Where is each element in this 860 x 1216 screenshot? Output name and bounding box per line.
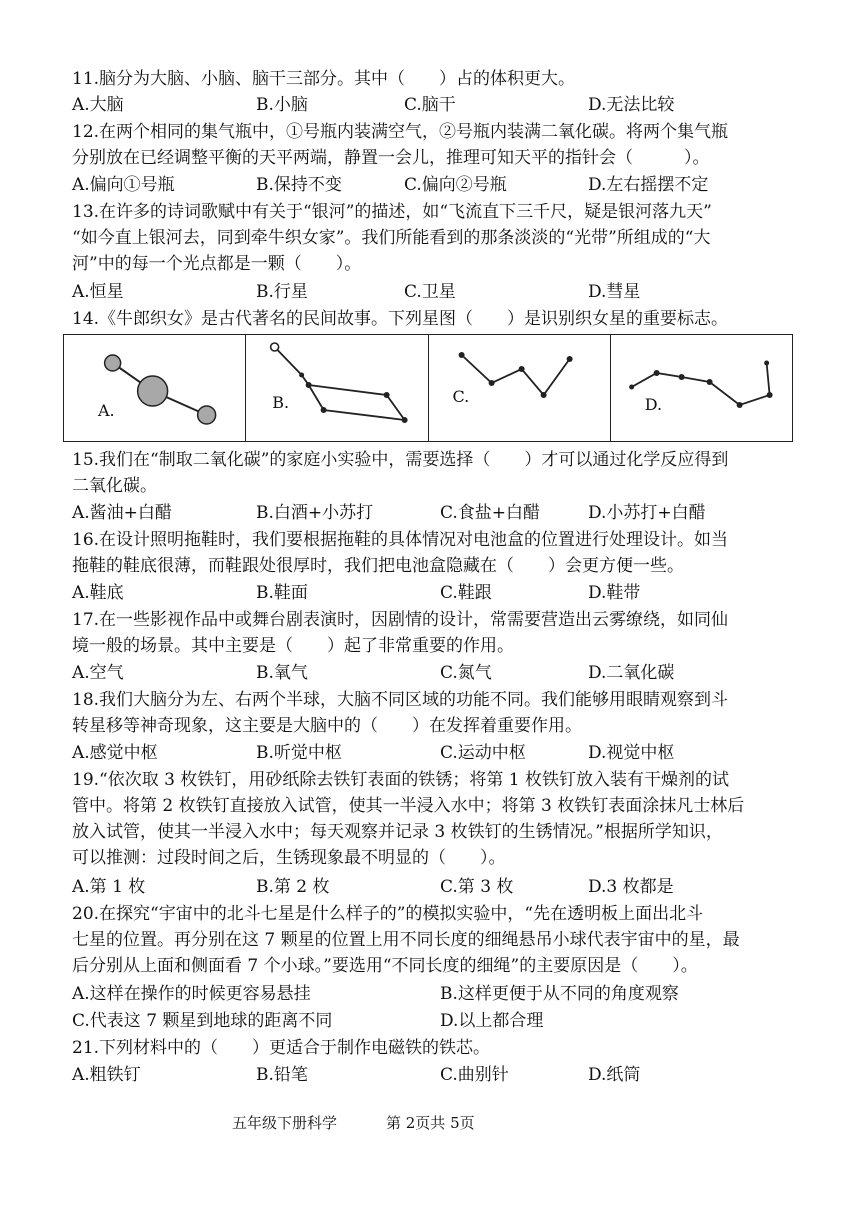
star (198, 406, 216, 424)
option-b[interactable]: B.铅笔 (256, 1065, 308, 1085)
question-13: 13.在许多的诗词歌赋中有关于“银河”的描述，如“飞流直下三千尺，疑是银河落九天” “如今直上银河去，同到牵牛织女家”。我们所能看到的那条淡淡的“光带”所组成的“大 河”中的每一个光点都是一颗（ ）。 (72, 202, 712, 274)
option-a[interactable]: A.酱油+白醋 (72, 503, 172, 523)
question-16: 16.在设计照明拖鞋时，我们要根据拖鞋的具体情况对电池盒的位置进行处理设计。如当 拖鞋的鞋底很薄，而鞋跟处很厚时，我们把电池盒隐藏在（ ）会更方便一些。 (72, 530, 729, 576)
option-c[interactable]: C.脑干 (404, 95, 456, 115)
option-c[interactable]: C.曲别针 (440, 1065, 509, 1085)
option-c[interactable]: C.代表这 7 颗星到地球的距离不同 (72, 1011, 333, 1031)
option-d[interactable]: D.小苏打+白醋 (588, 503, 706, 523)
question-12: 12.在两个相同的集气瓶中，①号瓶内装满空气，②号瓶内装满二氧化碳。将两个集气瓶 分别放在已经调整平衡的天平两端，静置一会儿，推理可知天平的指针会（ ）。 (72, 122, 729, 168)
question-12-options (72, 172, 802, 198)
question-20-options-row1 (72, 981, 802, 1007)
option-d[interactable]: D.纸筒 (588, 1065, 641, 1085)
option-d[interactable]: D.彗星 (588, 282, 641, 302)
star-map-a-drawing (64, 335, 245, 441)
option-c[interactable]: C.卫星 (404, 282, 456, 302)
question-11-options (72, 92, 802, 118)
option-d[interactable]: D.3 枚都是 (588, 877, 674, 897)
question-14: 14.《牛郎织女》是古代著名的民间故事。下列星图（ ）是识别织女星的重要标志。 (72, 309, 729, 329)
figure-label-c: C. (452, 387, 470, 406)
option-b[interactable]: B.小脑 (256, 95, 308, 115)
option-b[interactable]: B.白酒+小苏打 (256, 503, 374, 523)
option-a[interactable]: A.鞋底 (72, 583, 124, 603)
option-c[interactable]: C.偏向②号瓶 (404, 175, 507, 195)
star (138, 376, 168, 406)
star-map-d-drawing (611, 335, 792, 441)
option-c[interactable]: C.鞋跟 (440, 583, 492, 603)
option-c[interactable]: C.食盐+白醋 (440, 503, 541, 523)
option-a[interactable]: A.空气 (72, 663, 124, 683)
option-a[interactable]: A.恒星 (72, 282, 124, 302)
question-11: 11.脑分为大脑、小脑、脑干三部分。其中（ ）占的体积更大。 (72, 69, 576, 89)
question-16-options (72, 580, 802, 606)
option-c[interactable]: C.运动中枢 (440, 743, 526, 763)
star-map-b[interactable] (246, 335, 428, 441)
question-15: 15.我们在“制取二氧化碳”的家庭小实验中，需要选择（ ）才可以通过化学反应得到 二氧化碳。 (72, 450, 729, 496)
option-d[interactable]: D.二氧化碳 (588, 663, 675, 683)
option-b[interactable]: B.这样更便于从不同的角度观察 (440, 984, 679, 1004)
option-b[interactable]: B.第 2 枚 (256, 877, 330, 897)
option-a[interactable]: A.粗铁钉 (72, 1065, 141, 1085)
option-a[interactable]: A.这样在操作的时候更容易悬挂 (72, 984, 311, 1004)
option-a[interactable]: A.偏向①号瓶 (72, 175, 175, 195)
question-20-options-row2 (72, 1008, 802, 1034)
footer-subject: 五年级下册科学 (232, 1114, 338, 1132)
question-17: 17.在一些影视作品中或舞台剧表演时，因剧情的设计，常需要营造出云雾缭绕，如同仙 境一般的场景。其中主要是（ ）起了非常重要的作用。 (72, 610, 729, 656)
figure-label-a: A. (98, 401, 115, 420)
option-d[interactable]: D.鞋带 (588, 583, 641, 603)
option-b[interactable]: B.保持不变 (256, 175, 342, 195)
star (105, 355, 121, 371)
option-a[interactable]: A.大脑 (72, 95, 124, 115)
question-19: 19.“依次取 3 枚铁钉，用砂纸除去铁钉表面的铁锈；将第 1 枚铁钉放入装有干燥剂的试 管中。将第 2 枚铁钉直接放入试管，使其一半浸入水中；将第 3 枚铁钉表面涂抹凡士林后 放入试管，使其一半浸入水中；每天观察并记录 3 枚铁钉的生锈情况。”根据所学知识， 可以推测：过段时间之后，生锈现象最不明显的（ ）。 (72, 770, 745, 868)
star-map-a[interactable] (64, 335, 246, 441)
star-map-options (63, 334, 793, 442)
option-d[interactable]: D.无法比较 (588, 95, 675, 115)
star-map-c[interactable] (429, 335, 611, 441)
star-map-d[interactable] (611, 335, 792, 441)
option-b[interactable]: B.听觉中枢 (256, 743, 342, 763)
question-21: 21.下列材料中的（ ）更适合于制作电磁铁的铁芯。 (72, 1038, 491, 1058)
star-map-b-drawing (246, 335, 427, 441)
question-18-options (72, 740, 802, 766)
option-d[interactable]: D.左右摇摆不定 (588, 175, 709, 195)
option-c[interactable]: C.第 3 枚 (440, 877, 514, 897)
question-17-options (72, 660, 802, 686)
footer-page-number: 第 2页共 5页 (386, 1114, 475, 1132)
option-b[interactable]: B.鞋面 (256, 583, 308, 603)
option-d[interactable]: D.以上都合理 (440, 1011, 544, 1031)
option-b[interactable]: B.行星 (256, 282, 308, 302)
option-a[interactable]: A.第 1 枚 (72, 877, 146, 897)
question-15-options (72, 500, 802, 526)
option-a[interactable]: A.感觉中枢 (72, 743, 158, 763)
option-b[interactable]: B.氧气 (256, 663, 308, 683)
option-d[interactable]: D.视觉中枢 (588, 743, 675, 763)
question-21-options (72, 1062, 802, 1088)
question-20: 20.在探究“宇宙中的北斗七星是什么样子的”的模拟实验中，“先在透明板上面出北斗 七星的位置。再分别在这 7 颗星的位置上用不同长度的细绳悬吊小球代表宇宙中的星，最 后分别从上面和侧面看 7 个小球。”要选用“不同长度的细绳”的主要原因是（ ）。 (72, 904, 740, 976)
figure-label-b: B. (272, 393, 290, 412)
option-c[interactable]: C.氮气 (440, 663, 492, 683)
question-13-options (72, 279, 802, 305)
figure-label-d: D. (644, 395, 663, 414)
question-18: 18.我们大脑分为左、右两个半球，大脑不同区域的功能不同。我们能够用眼睛观察到斗 转星移等神奇现象，这主要是大脑中的（ ）在发挥着重要作用。 (72, 690, 729, 736)
question-19-options (72, 874, 802, 900)
